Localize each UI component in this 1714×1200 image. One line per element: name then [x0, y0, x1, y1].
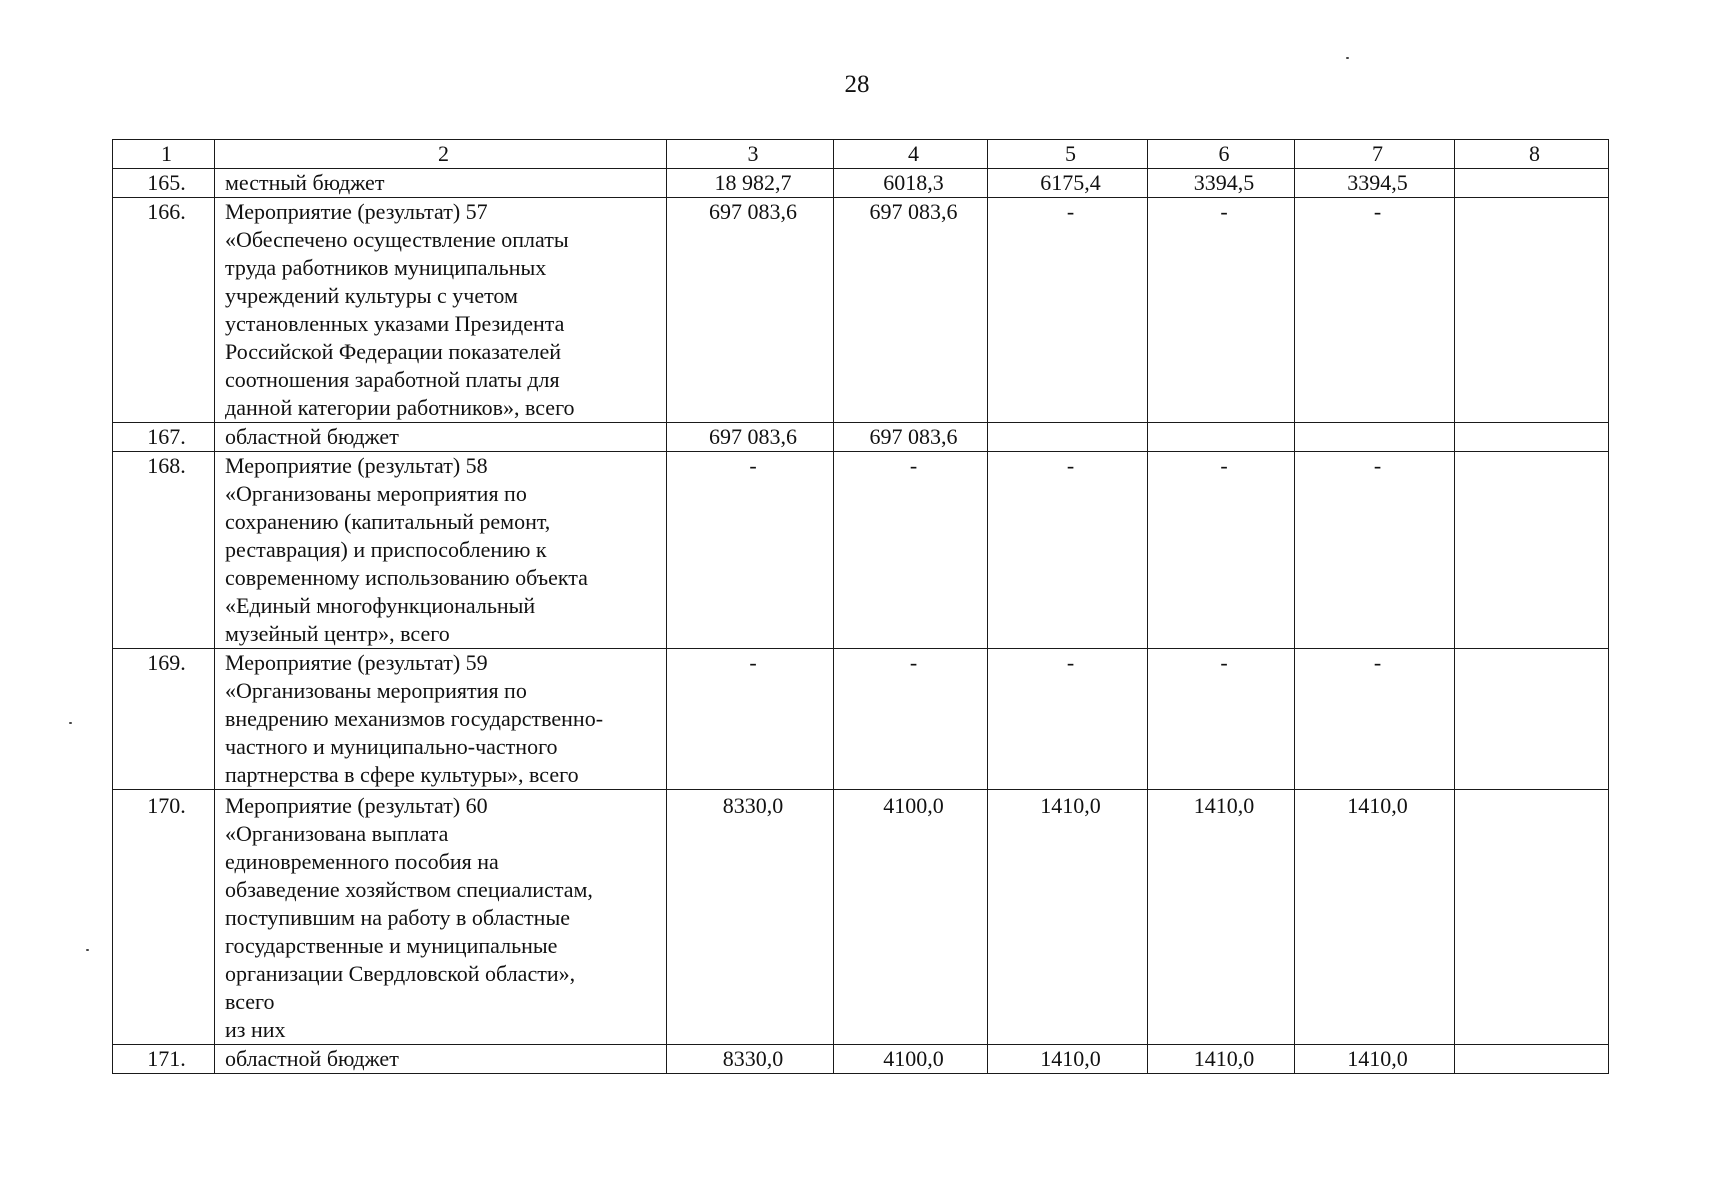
cell-col4: -	[834, 452, 988, 649]
cell-col7: -	[1295, 198, 1455, 423]
row-description: Мероприятие (результат) 57 «Обеспечено осуществление оплаты труда работников муниципальных учреждений культуры с учетом установленных указами Президента Российской Федерации показателей соотношения заработной платы для данной категории работников», всего	[215, 198, 667, 423]
row-description: Мероприятие (результат) 58 «Организованы мероприятия по сохранению (капитальный ремонт, реставрация) и приспособлению к современному использованию объекта «Единый многофункциональный музейный центр», всего	[215, 452, 667, 649]
row-number: 170.	[113, 790, 215, 1045]
cell-col5: 1410,0	[988, 1045, 1148, 1074]
row-number: 166.	[113, 198, 215, 423]
header-cell: 8	[1455, 140, 1609, 169]
cell-col7: 3394,5	[1295, 169, 1455, 198]
row-description: Мероприятие (результат) 59 «Организованы мероприятия по внедрению механизмов государственно- частного и муниципально-частного партнерства в сфере культуры», всего	[215, 649, 667, 790]
scan-speck	[86, 949, 89, 951]
cell-col8	[1455, 169, 1609, 198]
cell-col5: -	[988, 649, 1148, 790]
header-cell: 3	[667, 140, 834, 169]
row-description: местный бюджет	[215, 169, 667, 198]
cell-col3: -	[667, 452, 834, 649]
cell-col3: -	[667, 649, 834, 790]
table-row	[113, 169, 1609, 198]
header-cell: 6	[1148, 140, 1295, 169]
row-description: Мероприятие (результат) 60 «Организована выплата единовременного пособия на обзаведение хозяйством специалистам, поступившим на работу в областные государственные и муниципальные организации Свердловской области», всего из них	[215, 790, 667, 1045]
cell-col4: 697 083,6	[834, 423, 988, 452]
cell-col6: -	[1148, 452, 1295, 649]
cell-col3: 8330,0	[667, 790, 834, 1045]
row-description: областной бюджет	[215, 423, 667, 452]
table-header-row	[113, 140, 1609, 169]
cell-col4: 4100,0	[834, 790, 988, 1045]
header-cell: 5	[988, 140, 1148, 169]
cell-col4: 6018,3	[834, 169, 988, 198]
row-description: областной бюджет	[215, 1045, 667, 1074]
cell-col5	[988, 423, 1148, 452]
cell-col7: -	[1295, 649, 1455, 790]
row-number: 165.	[113, 169, 215, 198]
header-cell: 4	[834, 140, 988, 169]
row-number: 169.	[113, 649, 215, 790]
header-cell: 7	[1295, 140, 1455, 169]
cell-col8	[1455, 649, 1609, 790]
header-cell: 2	[215, 140, 667, 169]
cell-col5: 6175,4	[988, 169, 1148, 198]
cell-col4: 697 083,6	[834, 198, 988, 423]
cell-col5: 1410,0	[988, 790, 1148, 1045]
cell-col7: -	[1295, 452, 1455, 649]
table-row	[113, 790, 1609, 1045]
cell-col3: 697 083,6	[667, 198, 834, 423]
table-row	[113, 452, 1609, 649]
cell-col3: 8330,0	[667, 1045, 834, 1074]
cell-col3: 697 083,6	[667, 423, 834, 452]
row-number: 168.	[113, 452, 215, 649]
cell-col7: 1410,0	[1295, 1045, 1455, 1074]
page-number: 28	[844, 71, 870, 98]
scan-speck	[1346, 57, 1349, 59]
row-number: 171.	[113, 1045, 215, 1074]
cell-col6: 3394,5	[1148, 169, 1295, 198]
cell-col4: -	[834, 649, 988, 790]
budget-table	[112, 139, 1609, 1074]
cell-col6: -	[1148, 198, 1295, 423]
cell-col6: 1410,0	[1148, 1045, 1295, 1074]
scan-speck	[69, 722, 72, 724]
table-row	[113, 423, 1609, 452]
cell-col5: -	[988, 452, 1148, 649]
cell-col8	[1455, 423, 1609, 452]
cell-col3: 18 982,7	[667, 169, 834, 198]
table-row	[113, 649, 1609, 790]
cell-col7: 1410,0	[1295, 790, 1455, 1045]
cell-col6: 1410,0	[1148, 790, 1295, 1045]
cell-col6	[1148, 423, 1295, 452]
cell-col5: -	[988, 198, 1148, 423]
row-number: 167.	[113, 423, 215, 452]
cell-col8	[1455, 452, 1609, 649]
cell-col8	[1455, 1045, 1609, 1074]
cell-col7	[1295, 423, 1455, 452]
cell-col4: 4100,0	[834, 1045, 988, 1074]
cell-col8	[1455, 198, 1609, 423]
cell-col6: -	[1148, 649, 1295, 790]
header-cell: 1	[113, 140, 215, 169]
cell-col8	[1455, 790, 1609, 1045]
table-row	[113, 1045, 1609, 1074]
table-row	[113, 198, 1609, 423]
